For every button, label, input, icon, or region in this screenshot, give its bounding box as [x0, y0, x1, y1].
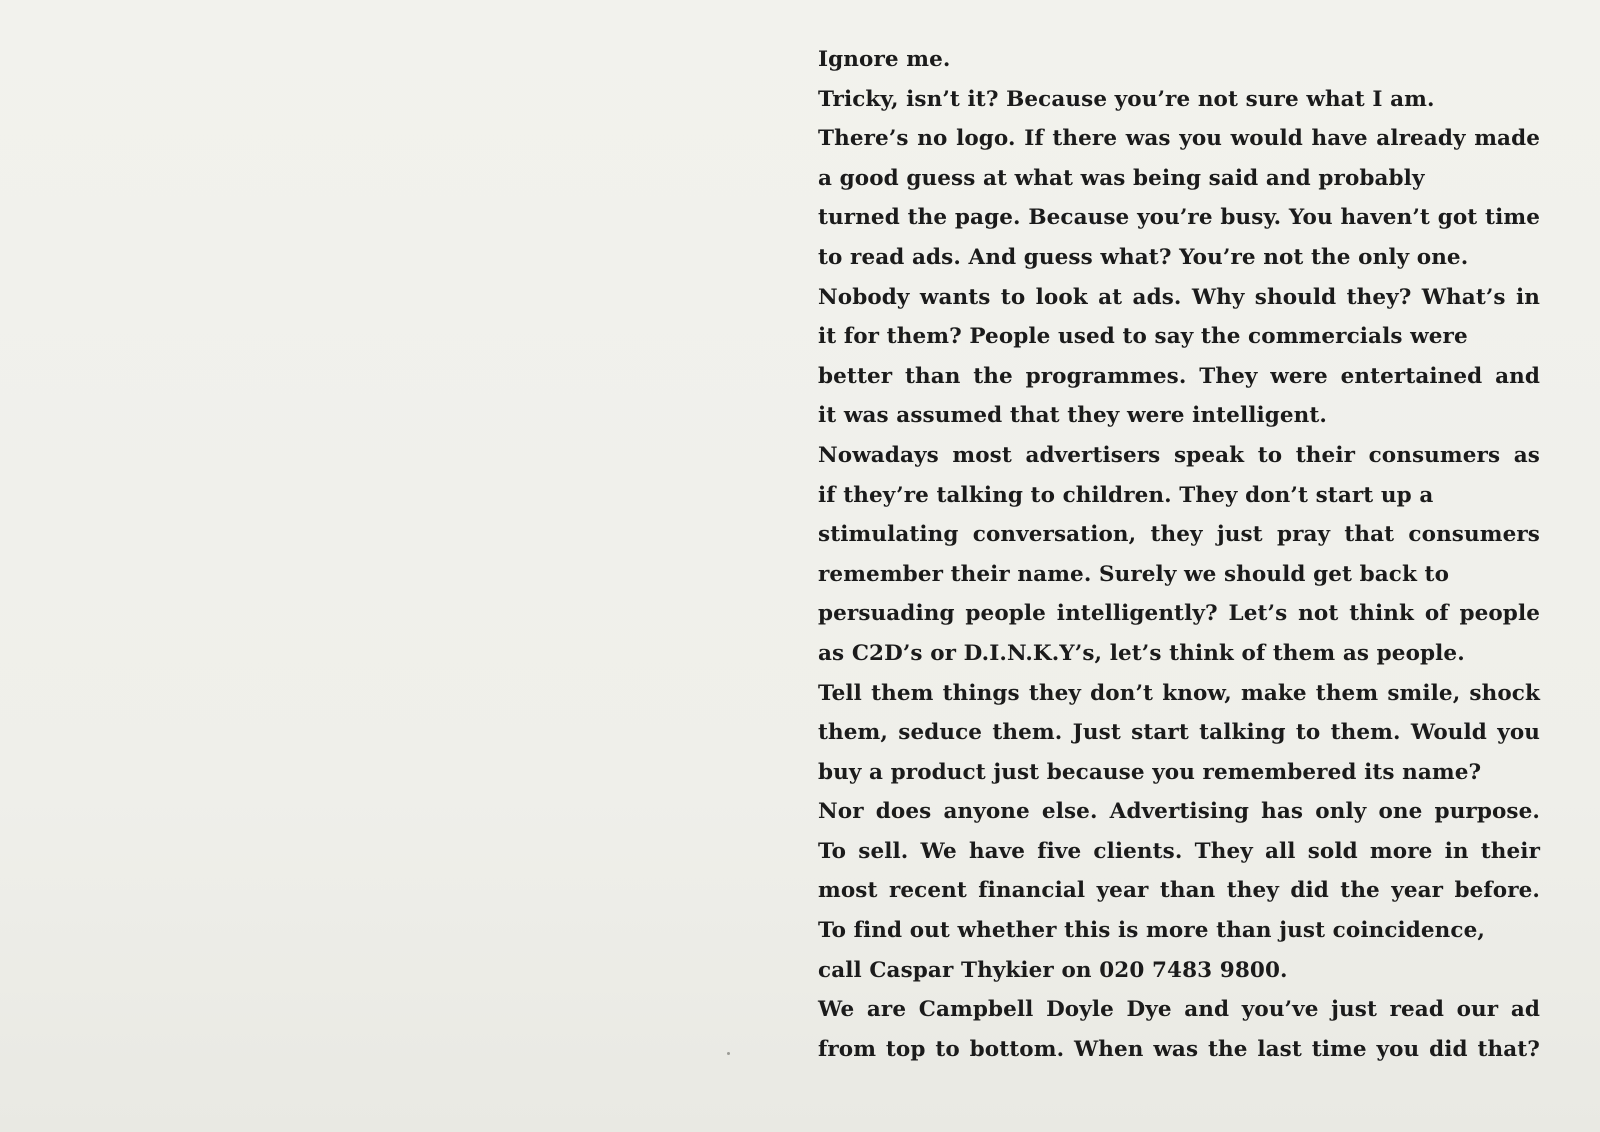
copy-line: call Caspar Thykier on 020 7483 9800. — [818, 957, 1288, 983]
copy-line: turned the page. Because you’re busy. You haven’t got time — [818, 205, 1540, 231]
copy-line: it was assumed that they were intelligent. — [818, 403, 1328, 429]
copy-line: persuading people intelligently? Let’s not think of people — [818, 601, 1540, 627]
copy-line: To find out whether this is more than just coincidence, — [818, 918, 1485, 944]
copy-line: To sell. We have five clients. They all sold more in their — [818, 838, 1540, 864]
copy-line: stimulating conversation, they just pray that consumers — [818, 522, 1540, 548]
copy-line: as C2D’s or D.I.N.K.Y’s, let’s think of them as people. — [818, 640, 1465, 666]
copy-line: We are Campbell Doyle Dye and you’ve just read our ad — [818, 997, 1540, 1023]
copy-line: buy a product just because you remembered its name? — [818, 759, 1482, 785]
copy-line: to read ads. And guess what? You’re not the only one. — [818, 244, 1469, 270]
copy-line: Nowadays most advertisers speak to their consumers as — [818, 442, 1540, 468]
copy-line: Nobody wants to look at ads. Why should they? What’s in — [818, 284, 1540, 310]
copy-line: Tricky, isn’t it? Because you’re not sure what I am. — [818, 86, 1435, 112]
copy-line: remember their name. Surely we should get back to — [818, 561, 1450, 587]
ad-body-copy — [818, 40, 1578, 1069]
copy-line: a good guess at what was being said and probably — [818, 165, 1425, 191]
copy-line: if they’re talking to children. They don’t start up a — [818, 482, 1434, 508]
copy-line: better than the programmes. They were entertained and — [818, 363, 1540, 389]
copy-line: Tell them things they don’t know, make them smile, shock — [818, 680, 1540, 706]
copy-line: it for them? People used to say the commercials were — [818, 324, 1468, 350]
copy-line: them, seduce them. Just start talking to them. Would you — [818, 720, 1540, 746]
copy-line: There’s no logo. If there was you would have already made — [818, 126, 1540, 152]
copy-line: Nor does anyone else. Advertising has only one purpose. — [818, 799, 1540, 825]
copy-line: from top to bottom. When was the last time you did that? — [818, 1036, 1540, 1062]
paper-speck — [727, 1052, 730, 1055]
copy-line: most recent financial year than they did the year before. — [818, 878, 1540, 904]
copy-line: Ignore me. — [818, 47, 951, 72]
